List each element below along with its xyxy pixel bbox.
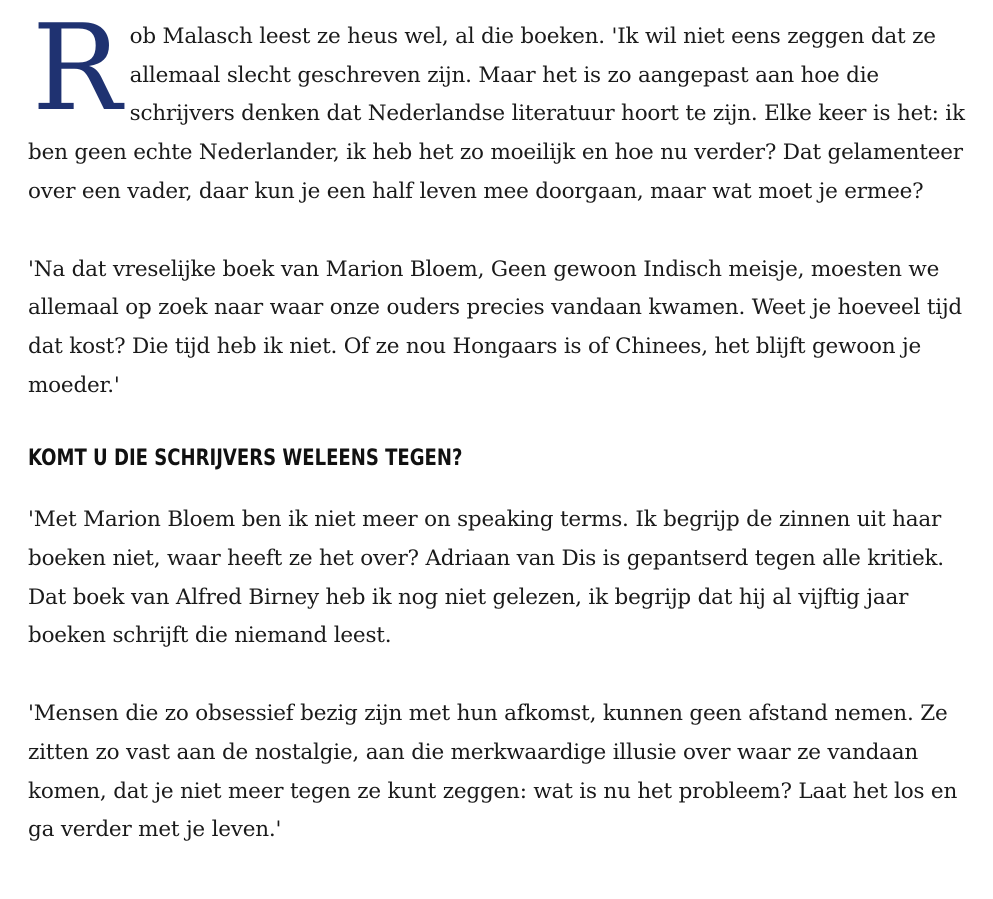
paragraph-speaking-terms: 'Met Marion Bloem ben ik niet meer on speaking terms. Ik begrijp de zinnen uit haar boeken niet, waar heeft ze het over? Adriaan van Dis is gepantserd tegen alle kritiek. Dat boek van Alfred Birney heb ik nog niet gelezen, ik begrijp dat hij al vijftig jaar boeken schrijft die niemand leest.	[28, 507, 944, 649]
section-heading: KOMT U DIE SCHRIJVERS WELEENS TEGEN?	[28, 446, 463, 472]
drop-cap: R	[32, 0, 122, 138]
paragraph-marion-bloem: 'Na dat vreselijke boek van Marion Bloem, Geen gewoon Indisch meisje, moesten we allemaal op zoek naar waar onze ouders precies vandaan kwamen. Weet je hoeveel tijd dat kost? Die tijd heb ik niet. Of ze nou Hongaars is of Chinees, het blijft gewoon je moeder.'	[28, 256, 962, 398]
intro-paragraph-text: ob Malasch leest ze heus wel, al die boeken. 'Ik wil niet eens zeggen dat ze allemaal slecht geschreven zijn. Maar het is zo aangepast aan hoe die schrijvers denken dat Nederlandse literatuur hoort te zijn. Elke keer is het: ik ben geen echte Nederlander, ik heb het zo moeilijk en hoe nu verder? Dat gelamenteer over een vader, daar kun je een half leven mee doorgaan, maar wat moet je ermee?	[28, 24, 965, 204]
intro-paragraph	[28, 0, 973, 212]
article-body	[28, 0, 973, 889]
paragraph-obsessief: 'Mensen die zo obsessief bezig zijn met hun afkomst, kunnen geen afstand nemen. Ze zitten zo vast aan de nostalgie, aan die merkwaardige illusie over waar ze vandaan komen, dat je niet meer tegen ze kunt zeggen: wat is nu het probleem? Laat het los en ga verder met je leven.'	[28, 701, 958, 843]
